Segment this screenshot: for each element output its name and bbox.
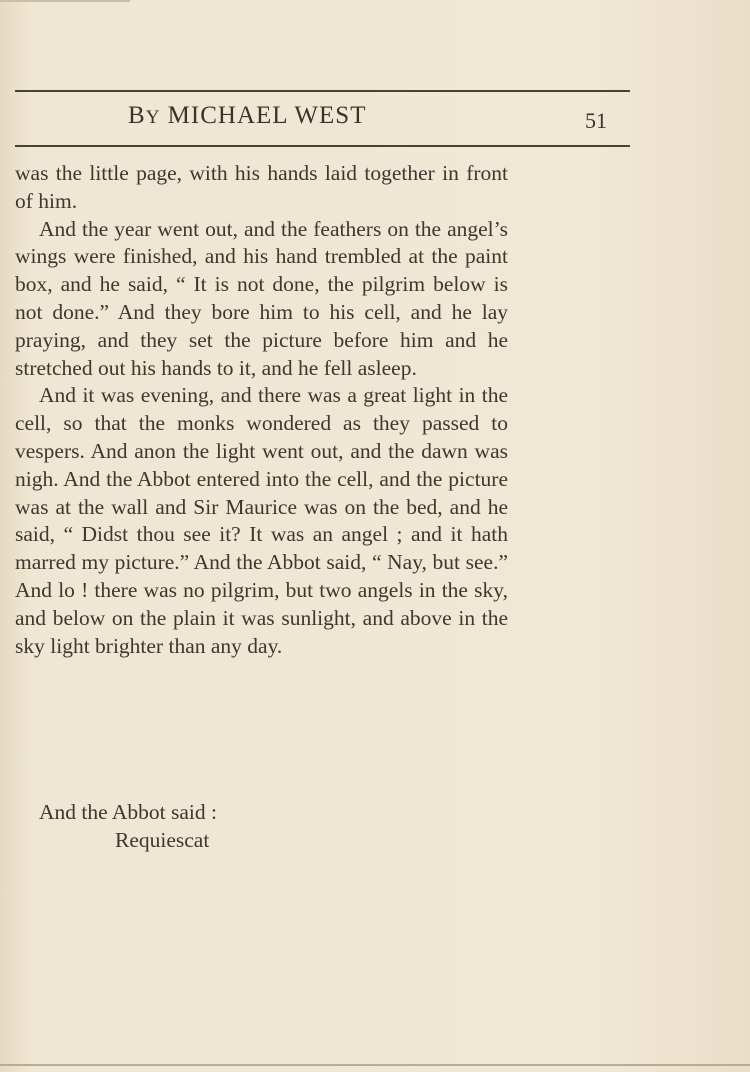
running-head (15, 102, 630, 136)
author-prefix-initial: B (128, 102, 146, 129)
page-edge-top (0, 0, 130, 2)
paragraph-1: was the little page, with his hands laid together in front of him. (15, 161, 508, 213)
closing-line: And the Abbot said : (39, 800, 217, 824)
page-edge-bottom (0, 1064, 750, 1066)
header-rule-bottom (15, 145, 630, 147)
body-text (15, 160, 508, 660)
paragraph-3: And it was evening, and there was a great light in the cell, so that the monks wondered as they passed to vespers. And anon the light went out, and the dawn was nigh. And the Abbot entered into the cell, and the picture was at the wall and Sir Maurice was on the bed, and he said, “ Didst thou see it? It was an angel ; and it hath marred my picture.” And the Abbot said, “ Nay, but see.” And lo ! there was no pilgrim, but two angels in the sky, and below on the plain it was sunlight, and above in the sky light brighter than any day. (15, 383, 508, 658)
author-prefix-rest: Y (145, 107, 161, 128)
page-number: 51 (585, 108, 607, 133)
header-rule-top (15, 90, 630, 92)
running-head-title (128, 102, 366, 130)
author-name: MICHAEL WEST (167, 102, 367, 129)
final-word: Requiescat (115, 828, 210, 852)
paragraph-2: And the year went out, and the feathers on the angel’s wings were finished, and his hand trembled at the paint box, and he said, “ It is not done, the pilgrim below is not done.” And they bore him to his cell, and he lay praying, and they set the picture before him and he stretched out his hands to it, and he fell asleep. (15, 216, 508, 380)
